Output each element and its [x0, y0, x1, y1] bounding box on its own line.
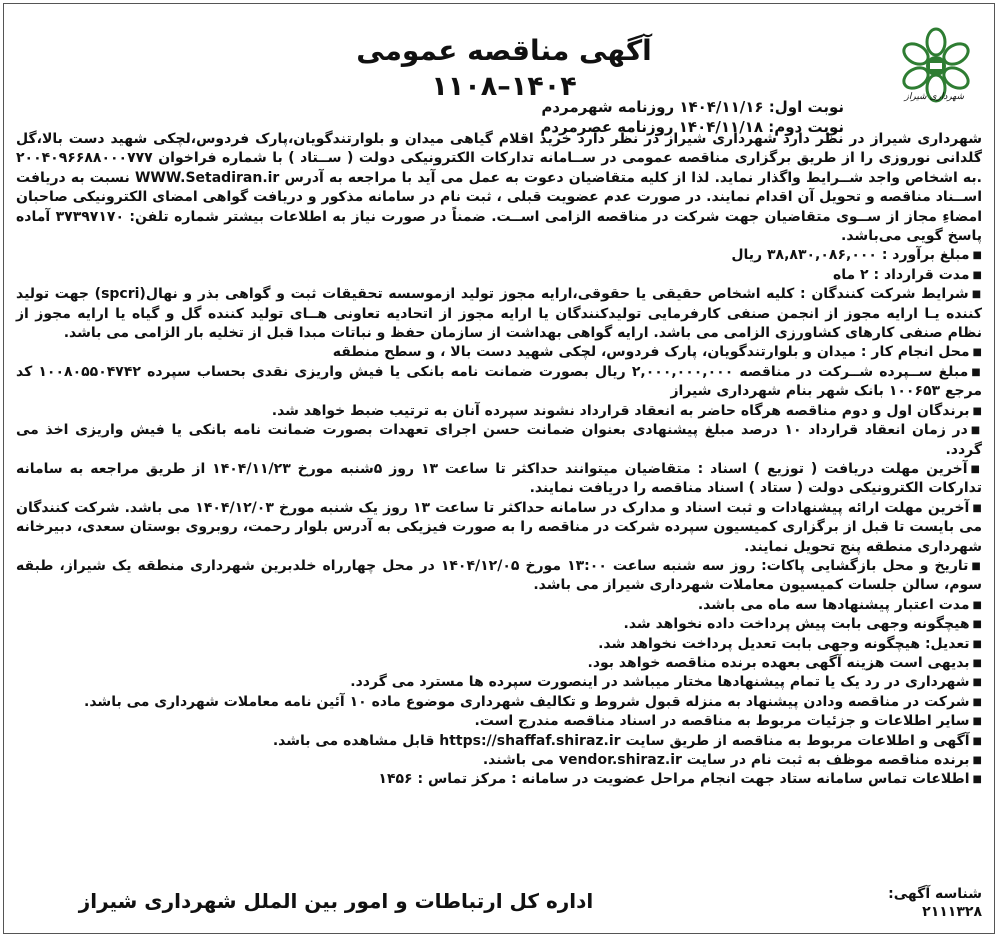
item-duration: ■ مدت قرارداد : ۲ ماه	[16, 266, 982, 285]
item-ad-cost: ■ بدیهی است هزینه آگهی بعهده برنده مناقصه خواهد بود.	[16, 654, 982, 673]
item-no-adjustment: ■ تعدیل: هیچگونه وجهی بابت تعدیل پرداخت نخواهد شد.	[16, 635, 982, 654]
intro-paragraph: شهرداری شیراز در نظر دارد شهرداری شیراز در نظر دارد خرید اقلام گیاهی میدان و بلوارتندگویان،پارک فردوس،لچکی شهید دست بالا،گل گلدانی نوروزی را از طریق برگزاری مناقصه عمومی در ســامانه تدارکات الکترونیکی دولت ( ســتاد ) با شماره فراخوان ۲۰۰۴۰۹۶۶۸۸۰۰۰۷۷۷ .به اشخاص واجد شــرایط واگذار نماید. لذا از کلیه متقاضیان دعوت به عمل می آید با مراجعه به آدرس WWW.Setadiran.ir نسبت به دریافت اســناد مناقصه و تحویل آن اقدام نمایند. در صورت عدم عضویت قبلی ، ثبت نام در سامانه مذکور و دریافت گواهی امضای الکترونیکی صاحبان امضاءِ مجاز از ســوی متقاضیان جهت شرکت در مناقصه الزامی اســت. ضمناً در صورت نیاز به اطلاعات بیشتر شماره تلفن: ۳۷۳۹۷۱۷۰ آماده پاسخ گویی می‌باشد.	[16, 131, 982, 245]
item-deposit: ■ مبلغ ســپرده شــرکت در مناقصه ۲,۰۰۰,۰۰۰,۰۰۰ ریال بصورت ضمانت نامه بانکی یا فیش واریزی نقدی بحساب سپرده ۱۰۰۸۰۵۵۰۴۷۴۲ کد مرجع ۱۰۰۶۵۳ بانک شهر بنام شهرداری شیراز	[16, 363, 982, 402]
notice-footer	[16, 885, 982, 921]
item-vendor-registration: ■ برنده مناقصه موظف به ثبت نام در سایت vendor.shiraz.ir می باشند.	[16, 751, 982, 770]
notice-number: ۱۴۰۴–۱۱۰۸	[431, 71, 577, 102]
item-shaffaf-site: ■ آگهی و اطلاعات مربوط به مناقصه از طریق سایت https://shaffaf.shiraz.ir قابل مشاهده می باشد.	[16, 732, 982, 751]
item-opening-date: ■ تاریخ و محل بازگشایی پاکات: روز سه شنبه ساعت ۱۳:۰۰ مورخ ۱۴۰۴/۱۲/۰۵ در محل چهارراه خلدبرین شهرداری منطقه یک شیراز، طبقه سوم، سالن جلسات کمیسیون معاملات شهرداری شیراز می باشد.	[16, 557, 982, 596]
notice-id-label: شناسه آگهی:	[888, 886, 982, 902]
item-validity: ■ مدت اعتبار پیشنهادها سه ماه می باشد.	[16, 596, 982, 615]
item-winners: ■ برندگان اول و دوم مناقصه هرگاه حاضر به انعقاد قرارداد نشوند سپرده آنان به ترتیب ضبط خواهد شد.	[16, 402, 982, 421]
item-performance-guarantee: ■ در زمان انعقاد قرارداد ۱۰ درصد مبلغ پیشنهادی بعنوان ضمانت حسن اجرای تعهدات بصورت ضمانت نامه بانکی یا فیش واریزی اخذ می گردد.	[16, 421, 982, 460]
item-participant-conditions: ■ شرایط شرکت کنندگان : کلیه اشخاص حقیقی یا حقوقی،ارایه مجوز تولید ازموسسه تحقیقات ثبت و گواهی بذر و نهال(spcri) جهت تولید کننده یـا ارایه مجوز از انجمن صنفی کارفرمایی تولیدکنندگان یا ارایه مجوز از اتحادیه تعاونی هــای تولید کننده گل و گیاه یا ارایه مجوز از نظام صنفی کارهای کشاورزی الزامی می باشد. ارایه گواهی بهداشت از سازمان حفظ و نباتات مبدا قبل از تخلیه بار الزامی می باشد.	[16, 285, 982, 343]
notice-title: آگهی مناقصه عمومی	[356, 34, 652, 67]
item-work-location: ■ محل انجام کار : میدان و بلوارتندگویان، پارک فردوس، لچکی شهید دست بالا ، و سطح منطقه	[16, 343, 982, 362]
department-signature: اداره کل ارتباطات و امور بین الملل شهرداری شیراز	[78, 889, 594, 913]
notice-id-value: ۲۱۱۱۳۲۸	[922, 904, 982, 920]
item-no-prepayment: ■ هیچگونه وجهی بابت پیش پرداخت داده نخواهد شد.	[16, 615, 982, 634]
logo-caption: شهرداری شیراز	[904, 92, 964, 102]
notice-frame	[3, 3, 995, 934]
item-acceptance: ■ شرکت در مناقصه ودادن پیشنهاد به منزله قبول شروط و تکالیف شهرداری موضوع ماده ۱۰ آئین نامه معاملات شهرداری می باشد.	[16, 693, 982, 712]
item-document-deadline: ■ آخرین مهلت دریافت ( توزیع ) اسناد : متقاضیان میتوانند حداکثر تا ساعت ۱۳ روز ۵شنبه مورخ ۱۴۰۴/۱۱/۲۳ از طریق مراجعه به سامانه تدارکات الکترونیکی دولت ( ستاد ) اسناد مناقصه را دریافت نمایند.	[16, 460, 982, 499]
item-rejection-right: ■ شهرداری در رد یک یا تمام پیشنهادها مختار میباشد در اینصورت سپرده ها مسترد می گردد.	[16, 673, 982, 692]
notice-body	[16, 130, 982, 790]
notice-header	[4, 12, 994, 142]
second-publication-line: نوبت دوم: ۱۴۰۴/۱۱/۱۸ روزنامه عصرمردم	[540, 118, 844, 136]
item-estimate: ■ مبلغ برآورد : ۳۸,۸۳۰,۰۸۶,۰۰۰ ریال	[16, 246, 982, 265]
item-setad-contact: ■ اطلاعات تماس سامانه ستاد جهت انجام مراحل عضویت در سامانه : مرکز تماس : ۱۴۵۶	[16, 770, 982, 789]
first-publication-line: نوبت اول: ۱۴۰۴/۱۱/۱۶ روزنامه شهرمردم	[541, 98, 844, 116]
item-other-info: ■ سایر اطلاعات و جزئیات مربوط به مناقصه در اسناد مناقصه مندرج است.	[16, 712, 982, 731]
item-submission-deadline: ■ آخرین مهلت ارائه پیشنهادات و ثبت اسناد و مدارک در سامانه حداکثر تا ساعت ۱۳ روز یک شنبه مورخ ۱۴۰۴/۱۲/۰۳ می باشد. شرکت کنندگان می بایست تا قبل از برگزاری کمیسیون سپرده شرکت در مناقصه را به صورت فیزیکی به آدرس بلوار رحمت، روبروی بوستان سعدی، دبیرخانه شهرداری منطقه پنج تحویل نمایند.	[16, 499, 982, 557]
